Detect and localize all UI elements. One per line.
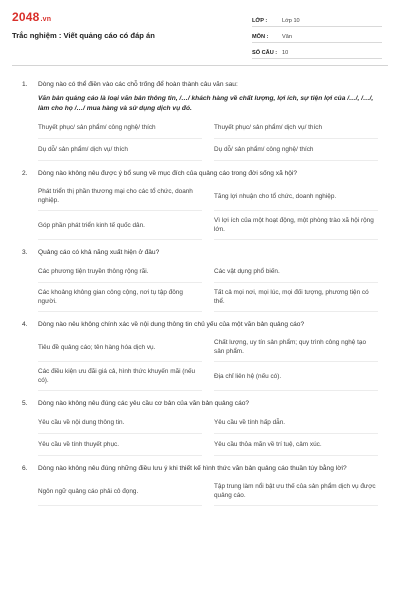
answer-option[interactable]: Vì lợi ích của một hoạt động, một phòng trào xã hội rộng lớn. <box>214 211 378 240</box>
question-header <box>22 464 378 473</box>
question-number: 2. <box>22 170 28 177</box>
answer-option[interactable]: Địa chỉ liên hệ (nếu có). <box>214 362 378 391</box>
question-text: Quảng cáo có khả năng xuất hiện ở đâu? <box>38 249 160 256</box>
answer-option[interactable]: Các vật dụng phổ biến. <box>214 261 378 283</box>
answer-option[interactable]: Ngôn ngữ quảng cáo phải cô đọng. <box>38 477 202 506</box>
logo-domain: .vn <box>40 16 52 23</box>
question-1 <box>22 80 378 161</box>
answer-option[interactable]: Yêu cầu thỏa mãn về trí tuệ, cảm xúc. <box>214 434 378 456</box>
question-number: 3. <box>22 249 28 256</box>
meta-label: MÔN : <box>252 34 269 40</box>
question-5 <box>22 399 378 456</box>
quiz-meta <box>252 13 382 61</box>
question-4 <box>22 320 378 391</box>
question-text: Dòng nào không nêu đúng những điều lưu ý khi thiết kế hình thức văn bản quảng cáo thuần túy bằng lời? <box>38 465 347 472</box>
meta-row-count <box>252 45 382 59</box>
answer-option[interactable]: Các điều kiện ưu đãi giá cả, hình thức khuyến mãi (nếu có). <box>38 362 202 391</box>
question-text: Dòng nào không nêu được ý bổ sung về mục đích của quảng cáo trong đời sống xã hội? <box>38 170 298 177</box>
answer-option[interactable]: Yêu cầu về tính hấp dẫn. <box>214 412 378 434</box>
answer-option[interactable]: Dụ dỗ/ sản phẩm/ dịch vụ/ thích <box>38 139 202 161</box>
question-6 <box>22 464 378 506</box>
answer-option[interactable]: Chất lượng, uy tín sản phẩm; quy trình công nghệ tạo sản phẩm. <box>214 333 378 362</box>
answer-option[interactable]: Tất cả mọi nơi, mọi lúc, mọi đối tượng, phương tiện có thể. <box>214 283 378 312</box>
question-header <box>22 248 378 257</box>
answer-option[interactable]: Các khoảng không gian công cộng, nơi tụ tập đông người. <box>38 283 202 312</box>
answer-option[interactable]: Các phương tiện truyền thông rộng rãi. <box>38 261 202 283</box>
answer-option[interactable]: Yêu cầu về tính thuyết phục. <box>38 434 202 456</box>
header-divider <box>12 65 388 66</box>
meta-value: 10 <box>282 50 289 56</box>
question-list <box>0 66 400 506</box>
answer-option[interactable]: Thuyết phục/ sản phẩm/ dịch vụ/ thích <box>214 117 378 139</box>
meta-row-subject <box>252 29 382 43</box>
meta-value: Lớp 10 <box>282 18 300 24</box>
answer-option[interactable]: Góp phần phát triển kinh tế quốc dân. <box>38 211 202 240</box>
meta-row-class <box>252 13 382 27</box>
answer-options <box>38 182 378 240</box>
question-number: 6. <box>22 465 28 472</box>
question-header <box>22 80 378 89</box>
answer-options <box>38 333 378 391</box>
answer-options <box>38 412 378 456</box>
question-3 <box>22 248 378 312</box>
question-number: 4. <box>22 321 28 328</box>
page-header <box>0 0 400 66</box>
question-number: 1. <box>22 81 28 88</box>
meta-value: Văn <box>282 34 292 40</box>
question-text: Dòng nào không nêu đúng các yêu cầu cơ bản của văn bản quảng cáo? <box>38 400 250 407</box>
answer-option[interactable]: Dụ dỗ/ sản phẩm/ công nghệ/ thích <box>214 139 378 161</box>
answer-option[interactable]: Tập trung làm nổi bật ưu thế của sản phẩm dịch vụ được quảng cáo. <box>214 477 378 506</box>
meta-label: LỚP : <box>252 18 268 24</box>
answer-option[interactable]: Yêu cầu về nội dung thông tin. <box>38 412 202 434</box>
logo-brand: 2048 <box>12 10 40 24</box>
question-text: Dòng nào nêu không chính xác về nội dung thông tin chủ yếu của một văn bản quảng cáo? <box>38 321 305 328</box>
question-text: Dòng nào có thể điền vào các chỗ trống để hoàn thành câu văn sau: <box>38 81 238 88</box>
meta-label: SỐ CÂU : <box>252 50 278 56</box>
page-title: Trắc nghiệm : Viết quảng cáo có đáp án <box>12 31 155 40</box>
question-passage: Văn bản quảng cáo là loại văn bản thông tin, /…/ khách hàng về chất lượng, lợi ích, sự tiện lợi của /…/, /…/, làm cho họ /…/ mua hàng và sử dụng dịch vụ đó. <box>38 95 374 112</box>
question-header <box>22 169 378 178</box>
answer-options <box>38 261 378 312</box>
question-number: 5. <box>22 400 28 407</box>
answer-option[interactable]: Tiêu đề quảng cáo; tên hàng hóa dịch vụ. <box>38 333 202 362</box>
answer-option[interactable]: Thuyết phục/ sản phẩm/ công nghệ/ thích <box>38 117 202 139</box>
answer-options <box>38 117 378 161</box>
answer-option[interactable]: Phát triển thị phần thương mại cho các tổ chức, doanh nghiệp. <box>38 182 202 211</box>
answer-options <box>38 477 378 506</box>
question-2 <box>22 169 378 240</box>
question-header <box>22 320 378 329</box>
answer-option[interactable]: Tăng lợi nhuận cho tổ chức, doanh nghiệp. <box>214 182 378 211</box>
question-header <box>22 399 378 408</box>
